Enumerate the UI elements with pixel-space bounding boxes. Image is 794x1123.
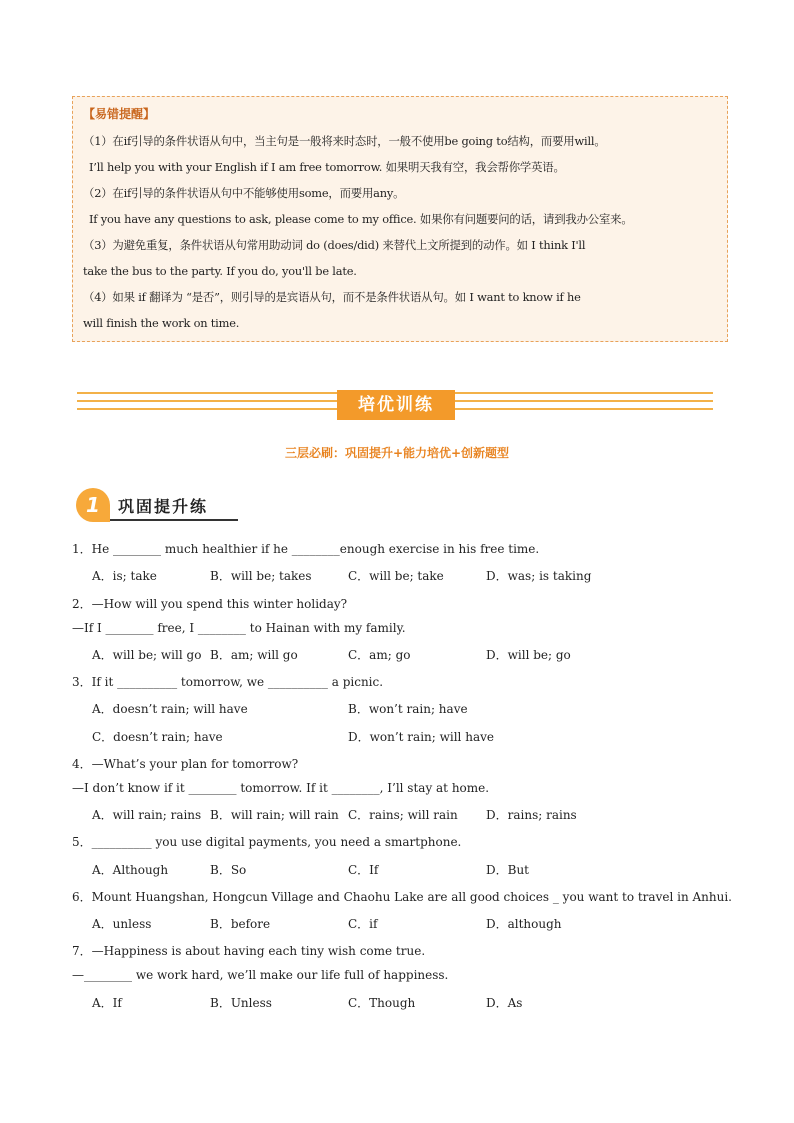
option-d[interactable]: D．rains; rains xyxy=(486,808,577,822)
option-b[interactable]: B．am; will go xyxy=(210,648,298,662)
tip-line: （4）如果 if 翻译为 “是否”，则引导的是宾语从句，而不是条件状语从句。如 I want to know if he xyxy=(83,290,581,304)
tip-line: will finish the work on time. xyxy=(83,316,240,330)
option-c[interactable]: C．am; go xyxy=(348,648,411,662)
option-c[interactable]: C．rains; will rain xyxy=(348,808,458,822)
question-3: 3．If it __________ tomorrow, we __________ a picnic. xyxy=(72,675,384,689)
question-7: 7．—Happiness is about having each tiny wish come true. xyxy=(72,944,426,958)
tip-line: If you have any questions to ask, please come to my office. 如果你有问题要问的话，请到我办公室来。 xyxy=(89,212,633,226)
tip-line: I’ll help you with your English if I am free tomorrow. 如果明天我有空，我会帮你学英语。 xyxy=(89,160,565,174)
section-banner: 培优训练 xyxy=(337,390,455,420)
divider xyxy=(110,519,238,521)
option-b[interactable]: B．Unless xyxy=(210,996,272,1010)
tip-title: 【易错提醒】 xyxy=(83,107,156,121)
tip-line: take the bus to the party. If you do, you'll be late. xyxy=(83,264,357,278)
option-a[interactable]: A．Although xyxy=(92,863,169,877)
question-5: 5．__________ you use digital payments, you need a smartphone. xyxy=(72,835,462,849)
option-b[interactable]: B．won’t rain; have xyxy=(348,702,468,716)
option-b[interactable]: B．will be; takes xyxy=(210,569,312,583)
option-d[interactable]: D．won’t rain; will have xyxy=(348,730,494,744)
option-d[interactable]: D．But xyxy=(486,863,529,877)
tip-box xyxy=(72,96,728,342)
subtitle: 三层必刷：巩固提升+能力培优+创新题型 xyxy=(284,446,510,460)
option-c[interactable]: C．if xyxy=(348,917,378,931)
question-1: 1．He ________ much healthier if he ________enough exercise in his free time. xyxy=(72,542,540,556)
question-7-line-2: —________ we work hard, we’ll make our life full of happiness. xyxy=(72,968,449,982)
question-4: 4．—What’s your plan for tomorrow? xyxy=(72,757,299,771)
section-title: 巩固提升练 xyxy=(118,497,209,516)
option-c[interactable]: C．doesn’t rain; have xyxy=(92,730,223,744)
option-a[interactable]: A．will rain; rains xyxy=(92,808,202,822)
tip-line: （3）为避免重复，条件状语从句常用助动词 do (does/did) 来替代上文所提到的动作。如 I think I'll xyxy=(83,238,586,252)
section-heading xyxy=(76,488,238,522)
question-2-line-2: —If I ________ free, I ________ to Hainan with my family. xyxy=(72,621,406,635)
option-d[interactable]: D．although xyxy=(486,917,562,931)
question-2: 2．—How will you spend this winter holiday? xyxy=(72,597,348,611)
option-d[interactable]: D．was; is taking xyxy=(486,569,592,583)
section-number: 1 xyxy=(76,488,110,522)
question-6: 6．Mount Huangshan, Hongcun Village and Chaohu Lake are all good choices _ you want to travel in Anhui. xyxy=(72,890,732,904)
option-a[interactable]: A．If xyxy=(92,996,122,1010)
option-c[interactable]: C．Though xyxy=(348,996,416,1010)
option-b[interactable]: B．will rain; will rain xyxy=(210,808,339,822)
option-c[interactable]: C．If xyxy=(348,863,379,877)
question-4-line-2: —I don’t know if it ________ tomorrow. If it ________, I’ll stay at home. xyxy=(72,781,490,795)
tip-line: （2）在if引导的条件状语从句中不能够使用some，而要用any。 xyxy=(83,186,405,200)
tip-line: （1）在if引导的条件状语从句中，当主句是一般将来时态时，一般不使用be going to结构，而要用will。 xyxy=(83,134,606,148)
option-b[interactable]: B．before xyxy=(210,917,271,931)
option-c[interactable]: C．will be; take xyxy=(348,569,444,583)
option-a[interactable]: A．will be; will go xyxy=(92,648,202,662)
option-a[interactable]: A．unless xyxy=(92,917,152,931)
option-a[interactable]: A．doesn’t rain; will have xyxy=(92,702,248,716)
option-d[interactable]: D．As xyxy=(486,996,523,1010)
option-b[interactable]: B．So xyxy=(210,863,247,877)
option-a[interactable]: A．is; take xyxy=(92,569,157,583)
option-d[interactable]: D．will be; go xyxy=(486,648,571,662)
